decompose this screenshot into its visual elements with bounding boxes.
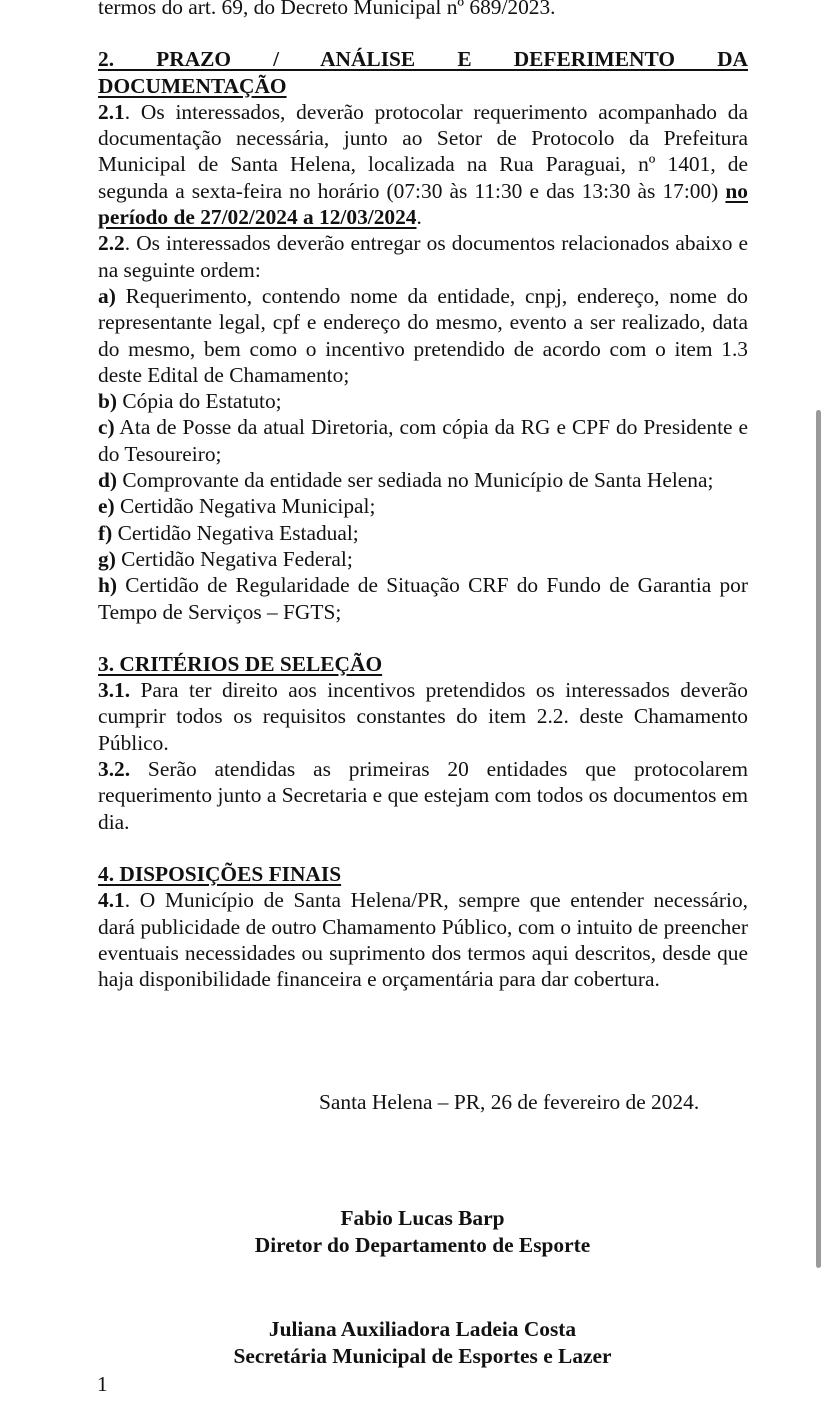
section4-heading: 4. DISPOSIÇÕES FINAIS <box>98 861 342 886</box>
vertical-scrollbar[interactable] <box>816 410 821 1268</box>
list-item-text: Certidão Negativa Federal; <box>115 546 353 571</box>
list-item-letter: e) <box>98 494 115 519</box>
paragraph-4-1 <box>98 887 748 992</box>
list-item-letter: f) <box>98 520 113 545</box>
list-item-text: Requerimento, contendo nome da entidade, cnpj, endereço, nome do representante legal, cpf e endereço do mesmo, evento a ser realizado, data do mesmo, bem como o incentivo pretendido de acordo com o item 1.3 deste Edital de Chamamento; <box>98 283 748 387</box>
paragraph-text: Para ter direito aos incentivos pretendidos os interessados deverão cumprir todos os requisitos constantes do item 2.2. deste Chamamento Público. <box>98 678 748 755</box>
list-item-letter: c) <box>98 415 115 440</box>
list-item <box>98 546 748 572</box>
list-item-text: Cópia do Estatuto; <box>117 389 282 414</box>
paragraph-text: . O Município de Santa Helena/PR, sempre que entender necessário, dará publicidade de outro Chamamento Público, com o intuito de preencher eventuais necessidades ou suprimento dos termos aqui descritos, desde que haja disponibilidade financeira e orçamentária para dar cobertura. <box>98 888 748 992</box>
paragraph-number: 3.1. <box>98 678 131 703</box>
list-item <box>98 493 748 519</box>
list-item <box>98 520 748 546</box>
paragraph-text: . Os interessados deverão entregar os documentos relacionados abaixo e na seguinte ordem: <box>98 231 748 282</box>
signatory-name: Fabio Lucas Barp <box>340 1206 505 1230</box>
paragraph-3-2 <box>98 756 748 835</box>
paragraph-number: 3.2. <box>98 757 131 782</box>
signatory-role: Secretária Municipal de Esportes e Lazer <box>233 1344 612 1368</box>
list-item <box>98 467 748 493</box>
paragraph-end: . <box>416 205 422 230</box>
list-item <box>98 388 748 414</box>
paragraph-number: 4.1 <box>98 888 125 913</box>
paragraph-number: 2.1 <box>98 99 125 124</box>
list-item <box>98 283 748 388</box>
list-item-letter: g) <box>98 546 116 571</box>
page-number: 1 <box>97 1372 108 1396</box>
date-line: Santa Helena – PR, 26 de fevereiro de 2024. <box>319 1090 700 1114</box>
top-line: termos do art. 69, do Decreto Municipal nº 689/2023. <box>98 0 556 19</box>
paragraph-text: Serão atendidas as primeiras 20 entidades que protocolarem requerimento junto a Secretaria e que estejam com todos os documentos em dia. <box>98 757 748 834</box>
list-item <box>98 414 748 467</box>
signatory-name: Juliana Auxiliadora Ladeia Costa <box>268 1317 577 1341</box>
list-item-text: Certidão Negativa Municipal; <box>114 494 376 519</box>
list-item-letter: a) <box>98 283 116 308</box>
list-item-letter: b) <box>98 389 118 414</box>
list-item-text: Ata de Posse da atual Diretoria, com cópia da RG e CPF do Presidente e do Tesoureiro; <box>98 415 748 466</box>
signature-block-secretary <box>0 1316 828 1370</box>
list-item-letter: d) <box>98 468 118 493</box>
section3-heading: 3. CRITÉRIOS DE SELEÇÃO <box>98 651 383 676</box>
period-dates: no período de 27/02/2024 a 12/03/2024 <box>98 178 748 230</box>
list-item-text: Certidão Negativa Estadual; <box>112 520 359 545</box>
section2-heading-line1: 2. PRAZO / ANÁLISE E DEFERIMENTO DA <box>98 47 748 72</box>
document-body <box>98 0 748 992</box>
list-item-text: Certidão de Regularidade de Situação CRF do Fundo de Garantia por Tempo de Serviços – FGTS; <box>98 573 748 624</box>
paragraph-number: 2.2 <box>98 231 125 256</box>
paragraph-2-2 <box>98 230 748 283</box>
list-item-text: Comprovante da entidade ser sediada no Município de Santa Helena; <box>117 468 714 493</box>
signature-block-director <box>0 1205 828 1259</box>
list-item <box>98 572 748 625</box>
paragraph-2-1 <box>98 99 748 230</box>
paragraph-text: . Os interessados, deverão protocolar requerimento acompanhado da documentação necessária, junto ao Setor de Protocolo da Prefeitura Municipal de Santa Helena, localizada na Rua Paraguai, nº 1401, de segunda a sexta-feira no horário (07:30 às 11:30 e das 13:30 às 17:00) <box>98 99 748 203</box>
section2-heading-line2: DOCUMENTAÇÃO <box>98 73 287 98</box>
signatory-role: Diretor do Departamento de Esporte <box>254 1233 591 1257</box>
paragraph-3-1 <box>98 677 748 756</box>
list-item-letter: h) <box>98 573 118 598</box>
